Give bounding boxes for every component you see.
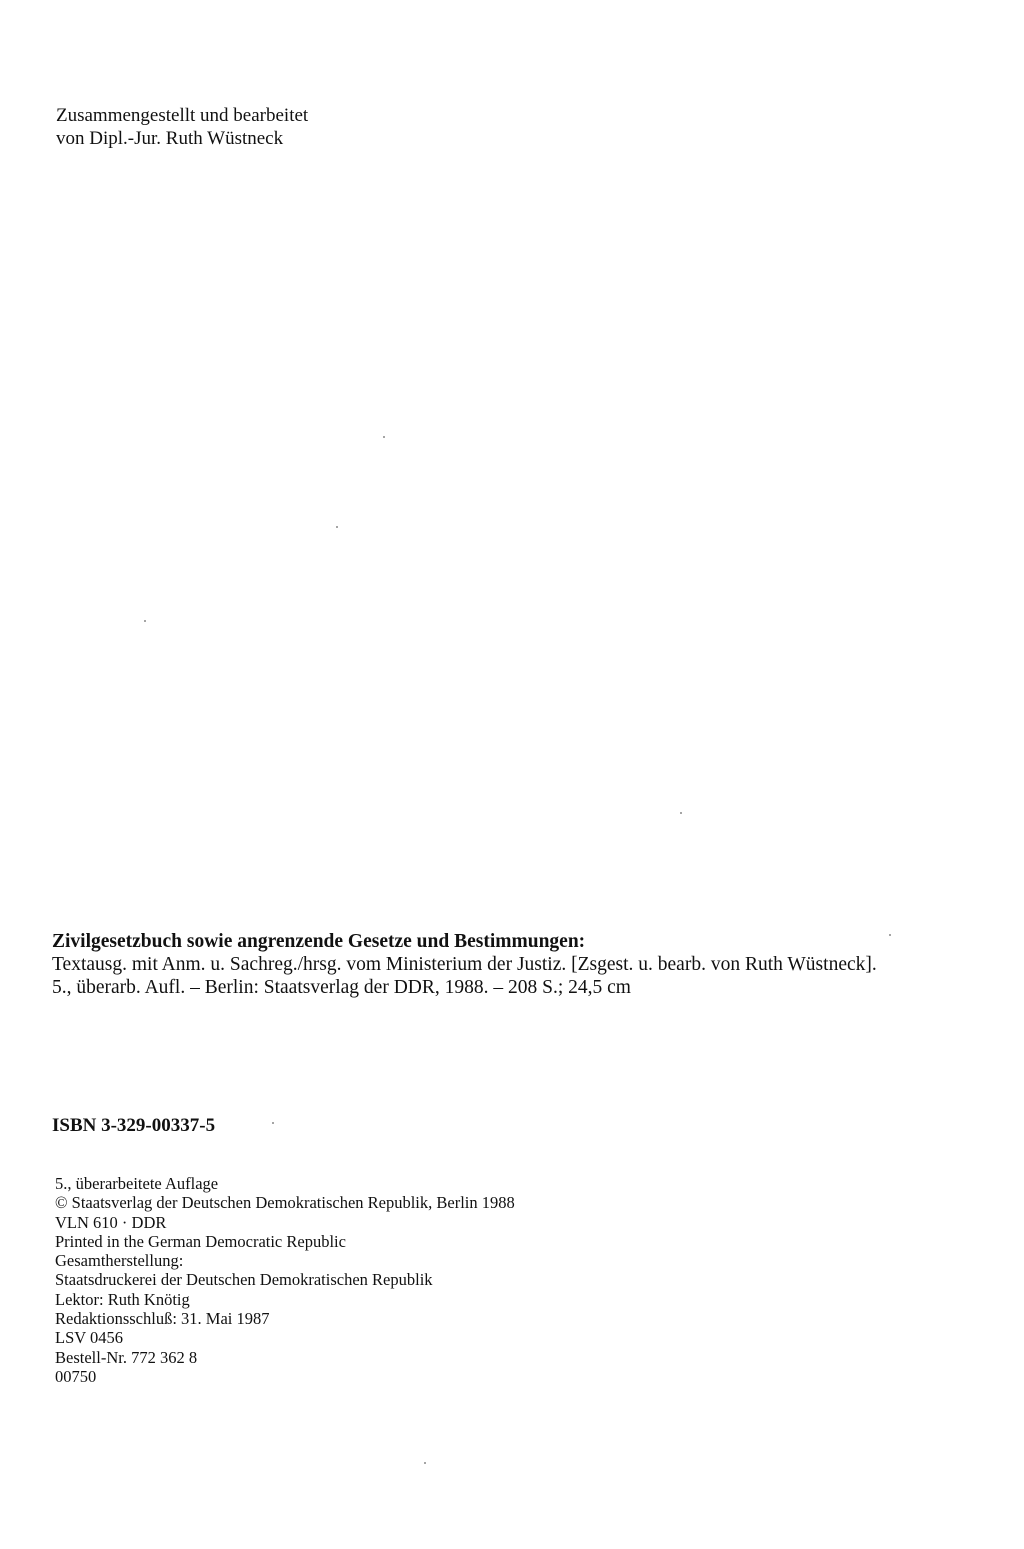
scan-speck bbox=[144, 620, 146, 622]
compiler-note-line: von Dipl.-Jur. Ruth Wüstneck bbox=[56, 128, 284, 149]
cip-title: Zivilgesetzbuch sowie angrenzende Gesetze und Bestimmungen: bbox=[52, 931, 586, 952]
imprint-line: VLN 610 · DDR bbox=[55, 1212, 167, 1232]
imprint-line: 5., überarbeitete Auflage bbox=[55, 1174, 219, 1193]
imprint-line: © Staatsverlag der Deutschen Demokratischen Republik, Berlin 1988 bbox=[55, 1193, 515, 1213]
imprint-line: Bestell-Nr. 772 362 8 bbox=[55, 1347, 198, 1367]
scan-speck bbox=[272, 1122, 274, 1124]
imprint-line: 00750 bbox=[55, 1366, 97, 1386]
scan-speck bbox=[424, 1462, 426, 1464]
scan-speck bbox=[680, 812, 682, 814]
cip-line: 5., überarb. Aufl. – Berlin: Staatsverlag der DDR, 1988. – 208 S.; 24,5 cm bbox=[52, 977, 631, 998]
scan-speck bbox=[889, 934, 891, 936]
imprint-line: Lektor: Ruth Knötig bbox=[55, 1289, 190, 1309]
compiler-note bbox=[56, 104, 308, 150]
imprint-line: Redaktionsschluß: 31. Mai 1987 bbox=[55, 1309, 270, 1329]
scan-speck bbox=[336, 526, 338, 528]
cip-line: Textausg. mit Anm. u. Sachreg./hrsg. vom Ministerium der Justiz. [Zsgest. u. bearb. von Ruth Wüstneck]. bbox=[52, 954, 877, 975]
imprint bbox=[55, 1174, 515, 1386]
imprint-line: LSV 0456 bbox=[55, 1328, 123, 1348]
isbn: ISBN 3-329-00337-5 bbox=[52, 1115, 216, 1136]
cip-entry bbox=[52, 930, 992, 999]
compiler-note-line: Zusammengestellt und bearbeitet bbox=[56, 105, 309, 126]
imprint-line: Printed in the German Democratic Republic bbox=[55, 1231, 346, 1251]
imprint-line: Gesamtherstellung: bbox=[55, 1251, 184, 1271]
imprint-line: Staatsdruckerei der Deutschen Demokratischen Republik bbox=[55, 1270, 433, 1290]
scan-speck bbox=[383, 436, 385, 438]
